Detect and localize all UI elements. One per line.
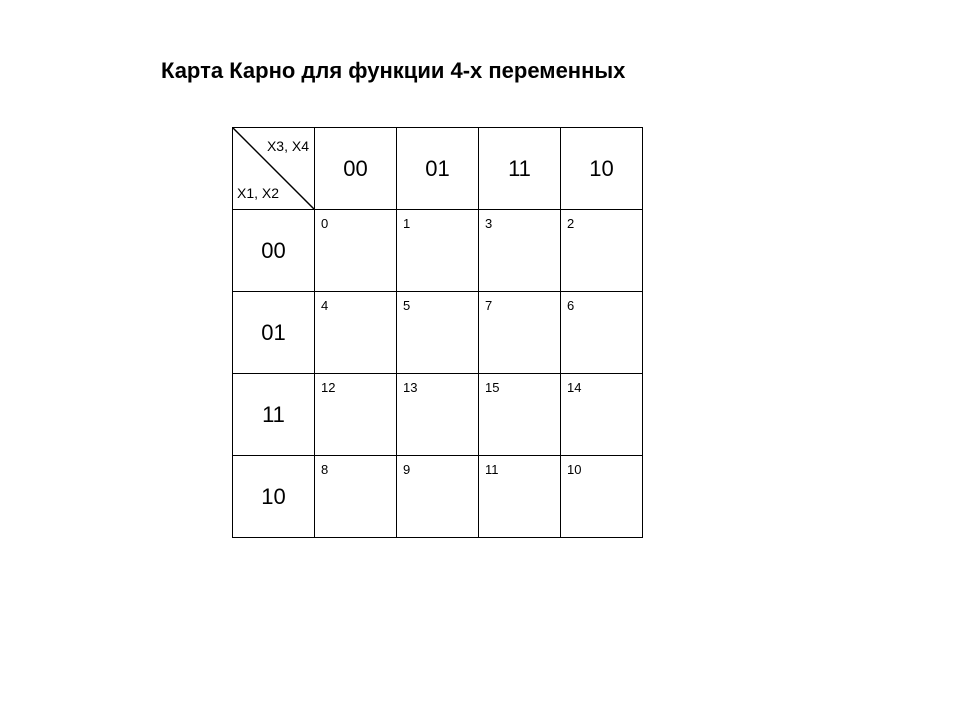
cell-index: 3 — [485, 216, 493, 231]
cell-index: 11 — [485, 462, 499, 477]
row-header: 10 — [233, 456, 315, 538]
cell-index: 10 — [567, 462, 582, 477]
map-cell — [397, 210, 479, 292]
cell-index: 9 — [403, 462, 411, 477]
map-cell — [397, 374, 479, 456]
map-cell — [479, 292, 561, 374]
page-title: Карта Карно для функции 4-х переменных — [161, 58, 626, 83]
map-cell — [561, 292, 643, 374]
row-header: 01 — [233, 292, 315, 374]
header-row — [233, 128, 643, 210]
map-cell — [315, 292, 397, 374]
map-cell — [397, 292, 479, 374]
cell-index: 6 — [567, 298, 575, 313]
map-cell — [315, 374, 397, 456]
map-row — [233, 210, 643, 292]
column-header: 10 — [561, 128, 643, 210]
row-variables-label: X1, X2 — [237, 185, 280, 201]
map-cell — [315, 456, 397, 538]
map-row — [233, 292, 643, 374]
cell-index: 14 — [567, 380, 582, 395]
cell-index: 5 — [403, 298, 411, 313]
cell-index: 7 — [485, 298, 493, 313]
cell-index: 4 — [321, 298, 329, 313]
row-header: 00 — [233, 210, 315, 292]
cell-index: 0 — [321, 216, 329, 231]
map-cell — [397, 456, 479, 538]
karnaugh-map — [232, 127, 643, 538]
map-cell — [479, 210, 561, 292]
cell-index: 15 — [485, 380, 500, 395]
map-row — [233, 374, 643, 456]
map-cell — [561, 210, 643, 292]
column-header: 00 — [315, 128, 397, 210]
map-cell — [479, 456, 561, 538]
column-header: 11 — [479, 128, 561, 210]
map-row — [233, 456, 643, 538]
corner-cell — [233, 128, 315, 210]
map-cell — [315, 210, 397, 292]
column-variables-label: X3, X4 — [266, 138, 309, 154]
cell-index: 13 — [403, 380, 418, 395]
row-header: 11 — [233, 374, 315, 456]
cell-index: 12 — [321, 380, 336, 395]
column-header: 01 — [397, 128, 479, 210]
cell-index: 1 — [403, 216, 411, 231]
map-cell — [561, 456, 643, 538]
map-cell — [479, 374, 561, 456]
cell-index: 8 — [321, 462, 329, 477]
map-cell — [561, 374, 643, 456]
cell-index: 2 — [567, 216, 575, 231]
